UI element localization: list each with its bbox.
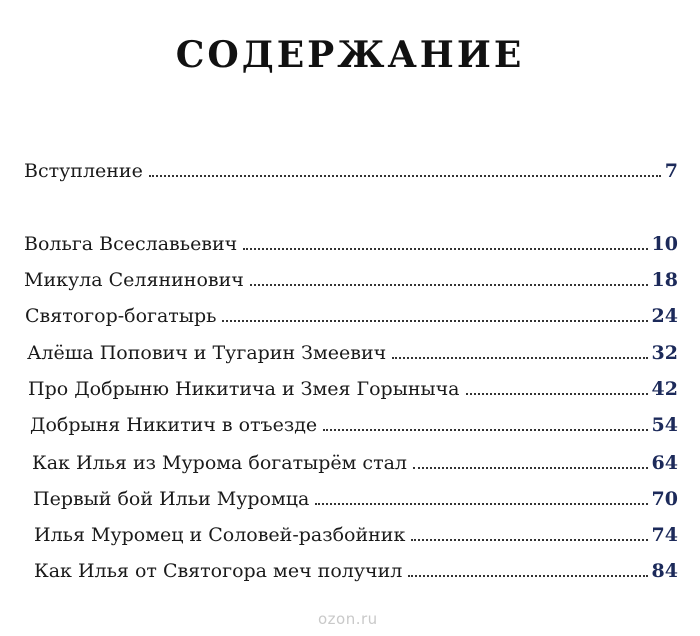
toc-entry-title: Вступление — [24, 160, 143, 182]
toc-entry-page: 64 — [651, 452, 678, 474]
toc-entry — [24, 269, 678, 295]
toc-entry-page: 74 — [651, 524, 678, 546]
toc-entry-page: 42 — [651, 378, 678, 400]
toc-entry — [33, 488, 678, 514]
toc-entry-page: 32 — [651, 342, 678, 364]
dot-leader — [466, 393, 648, 395]
dot-leader — [408, 575, 647, 577]
dot-leader — [315, 503, 647, 505]
toc-entry — [30, 414, 678, 440]
dot-leader — [250, 284, 648, 286]
toc-entry-title: Илья Муромец и Соловей-разбойник — [34, 524, 406, 546]
toc-entry — [34, 560, 678, 586]
toc-entry-title: Микула Селянинович — [24, 269, 244, 291]
toc-entry-page: 18 — [651, 269, 678, 291]
dot-leader — [149, 175, 661, 177]
toc-entry-title: Как Илья из Мурома богатырём стал — [32, 452, 407, 474]
toc-entry-title: Вольга Всеславьевич — [24, 233, 238, 255]
toc-entry — [25, 305, 678, 331]
toc-entry-title: Святогор-богатырь — [25, 305, 217, 327]
toc-entry-page: 24 — [651, 305, 678, 327]
toc-entry-title: Как Илья от Святогора меч получил — [34, 560, 403, 582]
dot-leader — [323, 429, 647, 431]
toc-entry — [34, 524, 678, 550]
dot-leader — [392, 357, 647, 359]
toc-entry-page: 84 — [651, 560, 678, 582]
toc-entry — [32, 452, 678, 478]
toc-entry — [27, 342, 678, 368]
toc-entry-page: 7 — [664, 160, 678, 182]
toc-entry — [28, 378, 678, 404]
toc-entry — [24, 160, 678, 186]
toc-entry-title: Первый бой Ильи Муромца — [33, 488, 310, 510]
dot-leader — [243, 248, 647, 250]
toc-entry-page: 54 — [651, 414, 678, 436]
page-title: СОДЕРЖАНИЕ — [175, 34, 525, 76]
toc-entry-page: 70 — [651, 488, 678, 510]
toc-entry-title: Алёша Попович и Тугарин Змеевич — [27, 342, 387, 364]
toc-entry — [24, 233, 678, 259]
dot-leader — [222, 320, 647, 322]
dot-leader — [413, 467, 648, 469]
toc-entry-page: 10 — [651, 233, 678, 255]
toc-entry-title: Добрыня Никитич в отъезде — [30, 414, 318, 436]
toc-entry-title: Про Добрыню Никитича и Змея Горыныча — [28, 378, 460, 400]
dot-leader — [411, 539, 647, 541]
watermark: ozon.ru — [318, 610, 378, 628]
